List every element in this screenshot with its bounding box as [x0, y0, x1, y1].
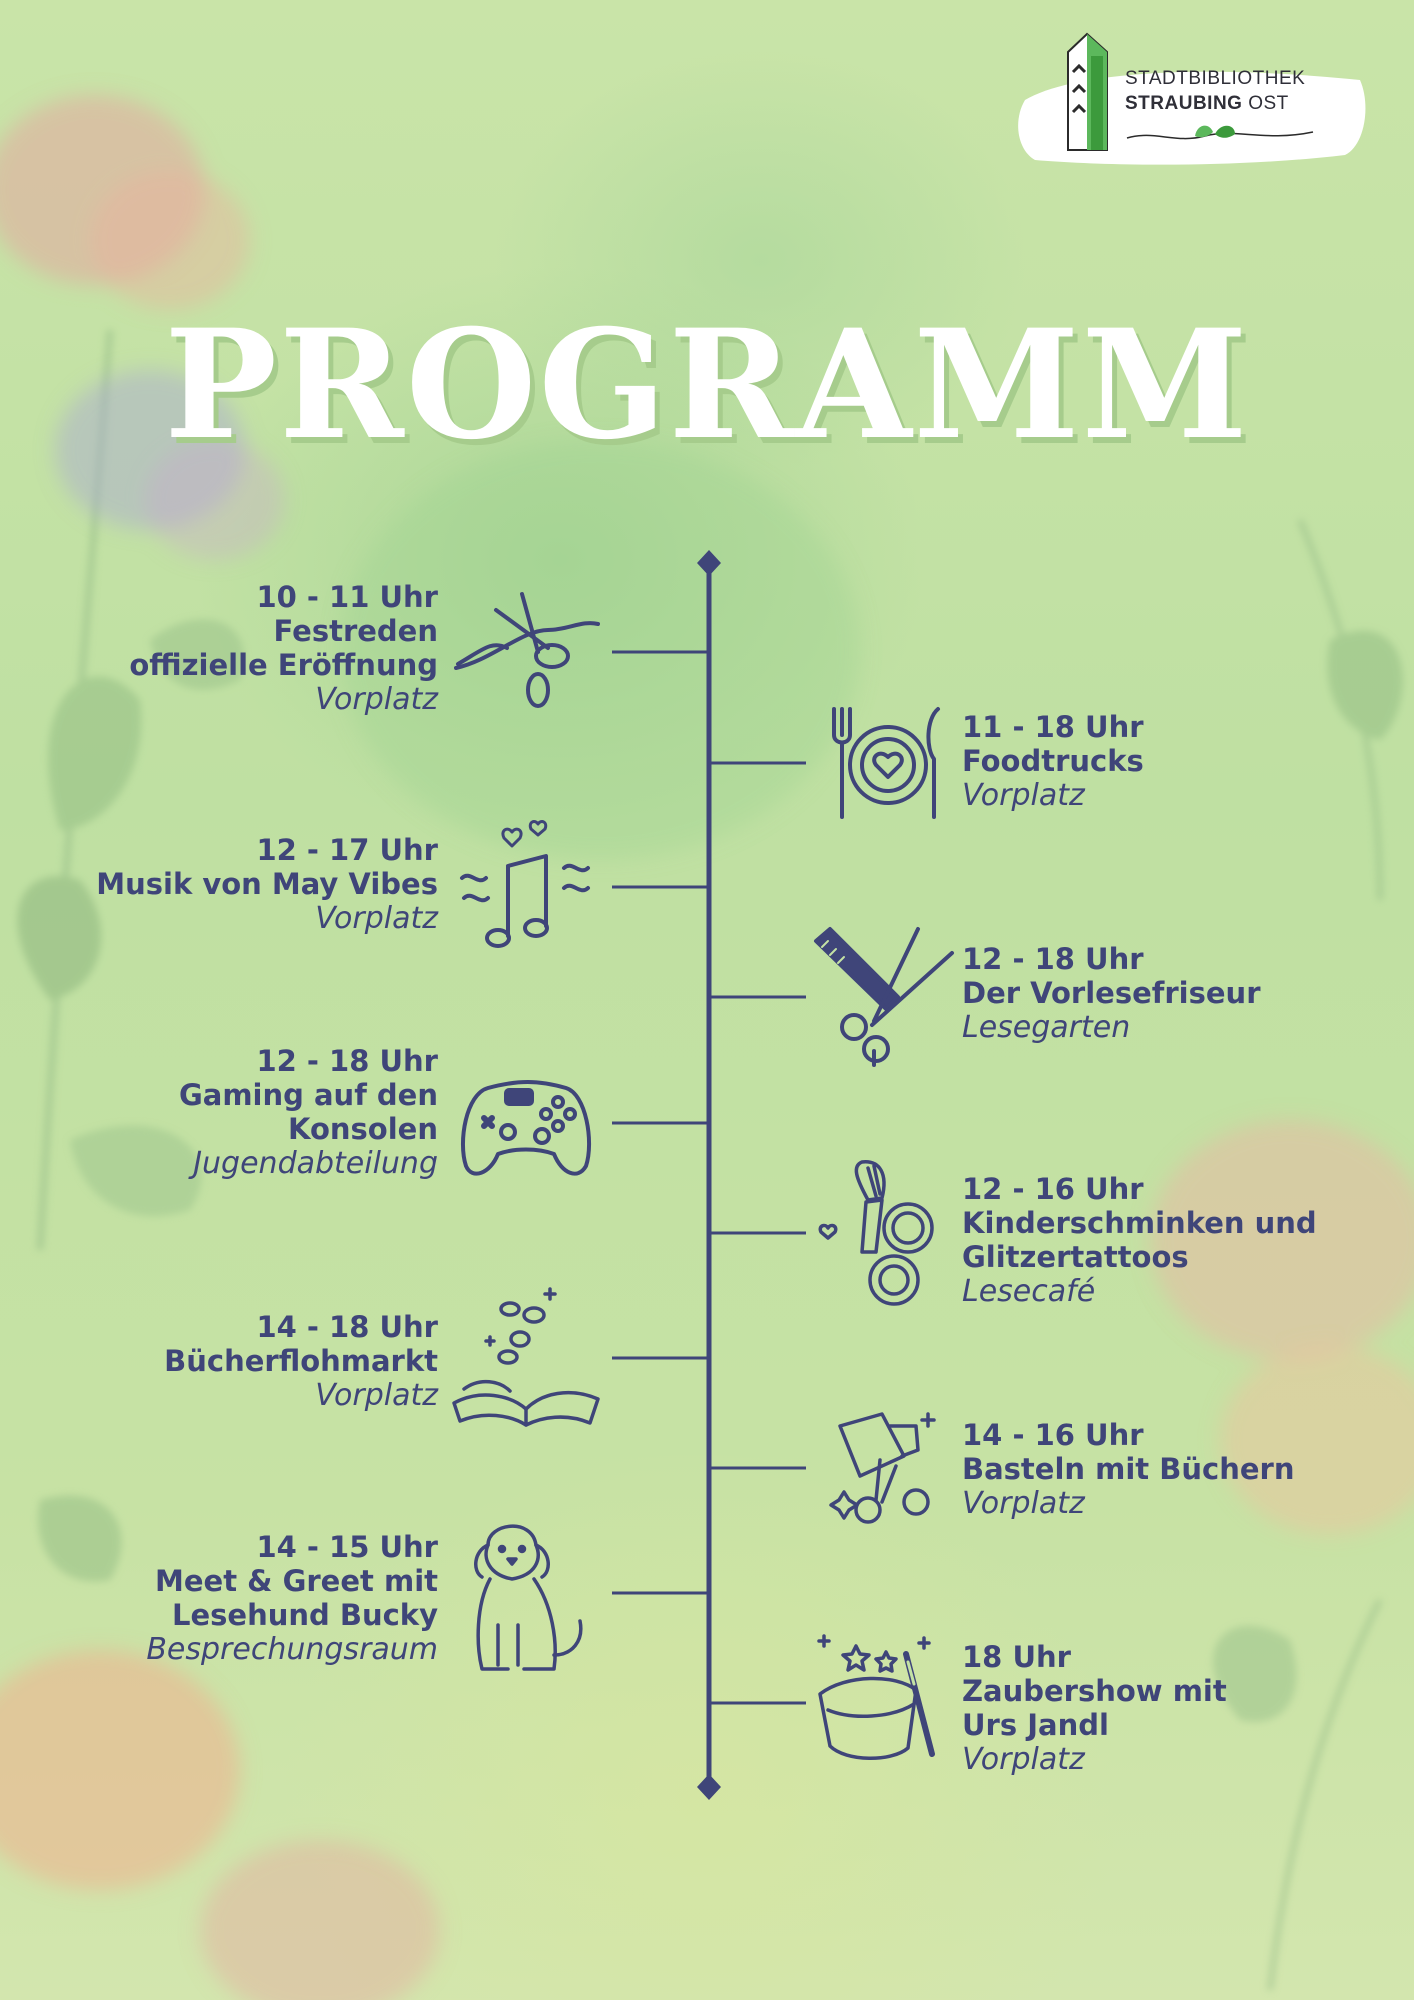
book-coins-icon [450, 1285, 602, 1430]
event-time: 14 - 15 Uhr [256, 1530, 438, 1564]
event-name-line: Foodtrucks [962, 744, 1144, 778]
event-time: 18 Uhr [962, 1640, 1071, 1674]
event-buecherflohmarkt [164, 1310, 438, 1413]
event-name-line: Gaming auf den [178, 1078, 438, 1112]
event-time: 14 - 16 Uhr [962, 1418, 1144, 1452]
logo-line-1: STADTBIBLIOTHEK [1125, 68, 1306, 89]
event-time: 11 - 18 Uhr [962, 710, 1144, 744]
timeline-top-diamond [697, 550, 721, 576]
event-foodtrucks [962, 710, 1144, 813]
event-location: Vorplatz [315, 901, 438, 936]
event-name-line: Zaubershow mit [962, 1674, 1227, 1708]
event-name-line: Lesehund Bucky [172, 1598, 438, 1632]
event-location: Vorplatz [962, 1486, 1085, 1521]
dog-icon [462, 1515, 588, 1675]
magic-hat-icon [816, 1632, 946, 1764]
event-name-line: Festreden [273, 614, 438, 648]
event-location: Vorplatz [315, 682, 438, 717]
event-time: 12 - 16 Uhr [962, 1172, 1144, 1206]
event-time: 12 - 18 Uhr [256, 1044, 438, 1078]
event-location: Besprechungsraum [146, 1632, 438, 1667]
logo-line-2-bold: STRAUBING [1125, 93, 1243, 114]
music-notes-icon [460, 818, 590, 958]
comb-scissors-icon [812, 925, 954, 1070]
event-name-line: Glitzertattoos [962, 1240, 1189, 1274]
event-name-line: Urs Jandl [962, 1708, 1109, 1742]
event-vorlesefriseur [962, 942, 1261, 1045]
event-name-line: Musik von May Vibes [96, 867, 438, 901]
event-location: Lesecafé [962, 1274, 1096, 1309]
event-name-line: Meet & Greet mit [155, 1564, 438, 1598]
gamepad-icon [458, 1062, 594, 1182]
logo-line-2-rest: OST [1242, 93, 1289, 114]
event-time: 14 - 18 Uhr [256, 1310, 438, 1344]
event-time: 12 - 18 Uhr [962, 942, 1144, 976]
event-name-line: offizielle Eröffnung [129, 648, 438, 682]
event-location: Lesegarten [962, 1010, 1131, 1045]
event-gaming [179, 1044, 438, 1181]
event-location: Vorplatz [962, 1742, 1085, 1777]
event-name-line: Der Vorlesefriseur [962, 976, 1261, 1010]
event-name-line: Bücherflohmarkt [164, 1344, 438, 1378]
event-name-line: Konsolen [288, 1112, 438, 1146]
event-time: 12 - 17 Uhr [256, 833, 438, 867]
page-title: PROGRAMM [164, 297, 1250, 473]
event-location: Vorplatz [962, 778, 1085, 813]
timeline-bottom-diamond [697, 1774, 721, 1800]
makeup-icon [822, 1158, 947, 1308]
event-name-line: Basteln mit Büchern [962, 1452, 1295, 1486]
event-time: 10 - 11 Uhr [256, 580, 438, 614]
event-name-line: Kinderschminken und [962, 1206, 1317, 1240]
event-location: Vorplatz [315, 1378, 438, 1413]
event-kinderschminken [962, 1172, 1317, 1309]
event-festreden [129, 580, 438, 717]
plate-cutlery-icon [826, 705, 950, 820]
event-lesehund [146, 1530, 438, 1667]
event-musik [96, 833, 438, 936]
event-zaubershow [962, 1640, 1227, 1777]
craft-scissors-icon [820, 1410, 944, 1528]
event-location: Jugendabteilung [193, 1146, 438, 1181]
event-basteln [962, 1418, 1294, 1521]
ribbon-scissors-icon [452, 590, 602, 710]
